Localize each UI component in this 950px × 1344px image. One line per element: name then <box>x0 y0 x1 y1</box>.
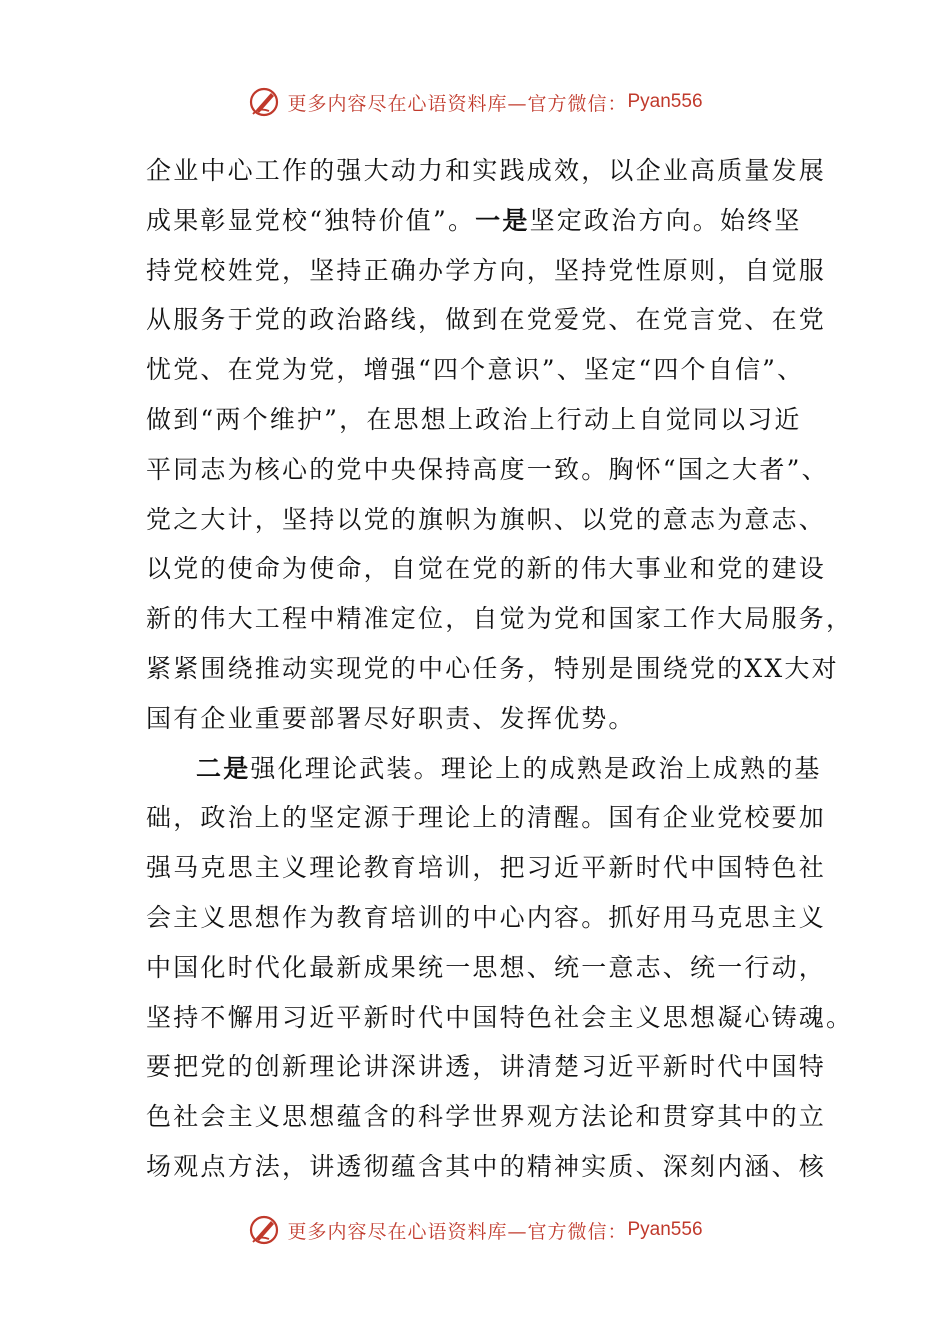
text-segment: 从服务于党的政治路线，做到在党爱党、在党言党、在党 <box>146 305 827 335</box>
text-line <box>146 943 827 993</box>
text-segment: 要把党的创新理论讲深讲透，讲清楚习近平新时代中国特 <box>146 1052 827 1082</box>
text-line <box>146 843 827 893</box>
text-line <box>146 744 822 794</box>
text-segment: 党之大计，坚持以党的旗帜为旗帜、以党的意志为意志、 <box>146 504 827 534</box>
text-segment: 会主义思想作为教育培训的中心内容。抓好用马克思主义 <box>146 902 827 932</box>
text-line <box>146 993 854 1043</box>
pen-circle-logo-icon <box>247 1213 281 1247</box>
text-segment: 平同志为核心的党中央保持高度一致。胸怀“国之大者”、 <box>146 454 829 484</box>
text-segment: 国有企业重要部署尽好职责、发挥优势。 <box>146 703 636 733</box>
text-segment: 中国化时代化最新成果统一思想、统一意志、统一行动， <box>146 952 827 982</box>
text-segment: 持党校姓党，坚持正确办学方向，坚持党性原则，自觉服 <box>146 255 827 285</box>
text-segment: 以党的使命为使命，自觉在党的新的伟大事业和党的建设 <box>146 554 827 584</box>
text-line <box>146 694 806 744</box>
text-segment: 坚定政治方向。始终坚 <box>529 205 802 235</box>
watermark-wechat-id: Pyan556 <box>627 91 703 112</box>
text-segment: 成果彰显党校“独特价值”。 <box>146 205 476 235</box>
watermark-wechat-id: Pyan556 <box>627 1219 703 1240</box>
footer-watermark <box>0 1210 950 1250</box>
text-line <box>146 793 827 843</box>
text-line <box>146 445 829 495</box>
text-segment: 强化理论武装。理论上的成熟是政治上成熟的基 <box>250 753 822 783</box>
text-line <box>146 544 827 594</box>
text-segment: 忧党、在党为党，增强“四个意识”、坚定“四个自信”、 <box>146 355 805 385</box>
pen-circle-logo-icon <box>247 85 281 119</box>
text-segment: 企业中心工作的强大动力和实践成效，以企业高质量发展 <box>146 156 827 185</box>
text-segment: 新的伟大工程中精准定位，自觉为党和国家工作大局服务， <box>146 604 854 634</box>
text-line <box>146 893 827 943</box>
text-segment: 做到“两个维护”，在思想上政治上行动上自觉同以习近 <box>146 404 802 434</box>
text-segment: 础，政治上的坚定源于理论上的清醒。国有企业党校要加 <box>146 803 827 833</box>
text-line <box>146 495 827 545</box>
text-line <box>146 1042 827 1092</box>
text-line <box>146 146 827 196</box>
bold-lead-in: 一是 <box>475 205 530 235</box>
text-line <box>146 395 806 445</box>
document-body <box>146 146 854 1192</box>
text-line <box>146 246 827 296</box>
text-segment: 色社会主义思想蕴含的科学世界观方法论和贯穿其中的立 <box>146 1102 827 1132</box>
text-segment: 坚持不懈用习近平新时代中国特色社会主义思想凝心铸魂。 <box>146 1002 854 1032</box>
text-segment: 紧紧围绕推动实现党的中心任务，特别是围绕党的XX大对 <box>146 653 839 683</box>
text-line <box>146 1142 827 1192</box>
text-line <box>146 345 806 395</box>
header-watermark <box>0 82 950 122</box>
text-segment: 场观点方法，讲透彻蕴含其中的精神实质、深刻内涵、核 <box>146 1151 827 1181</box>
text-line <box>146 295 827 345</box>
text-line <box>146 196 806 246</box>
text-segment: 强马克思主义理论教育培训，把习近平新时代中国特色社 <box>146 853 827 883</box>
text-line <box>146 594 854 644</box>
watermark-text: 更多内容尽在心语资料库—官方微信： <box>287 1220 628 1243</box>
text-line <box>146 1092 827 1142</box>
bold-lead-in: 二是 <box>196 753 251 783</box>
watermark-text: 更多内容尽在心语资料库—官方微信： <box>287 92 628 115</box>
text-line <box>146 644 839 694</box>
